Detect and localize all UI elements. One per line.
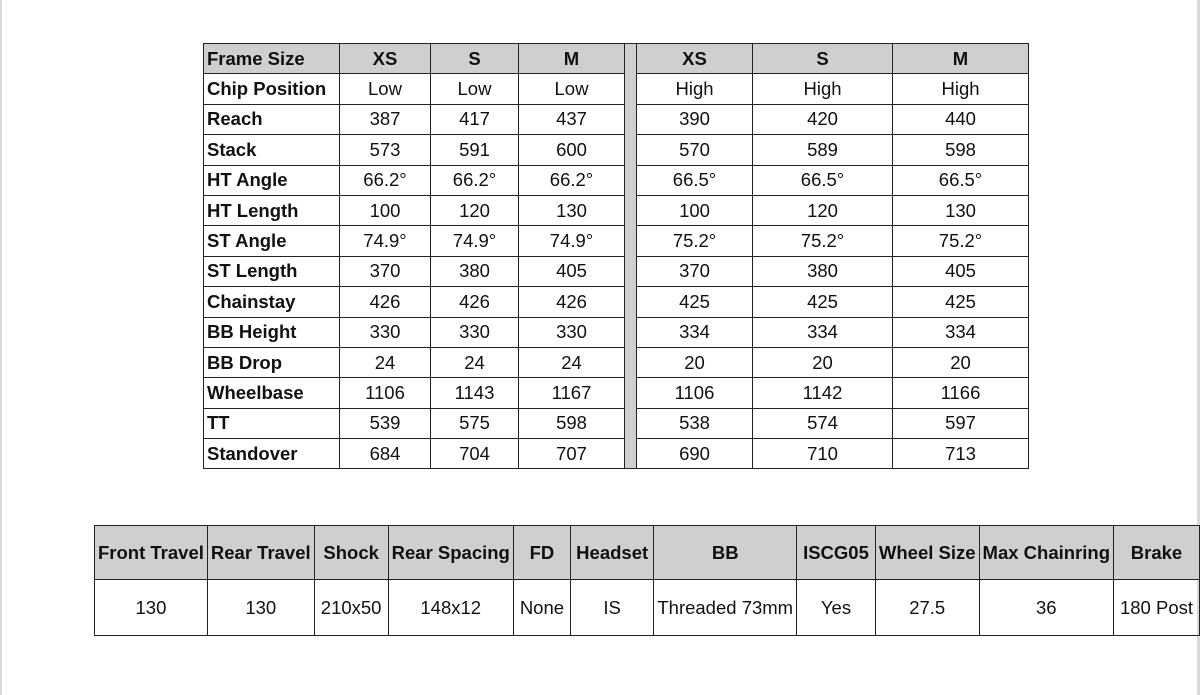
cell: 573 [340, 135, 431, 165]
cell: High [753, 74, 893, 104]
cell: 710 [753, 439, 893, 469]
spec-value: 36 [979, 580, 1113, 636]
cell: High [637, 74, 753, 104]
row-label: ST Angle [204, 226, 340, 256]
spec-value: None [513, 580, 570, 636]
cell: 100 [340, 195, 431, 225]
cell: Low [431, 74, 519, 104]
table-row [204, 226, 1029, 256]
cell: 380 [431, 256, 519, 286]
cell: 591 [431, 135, 519, 165]
cell: 707 [519, 439, 625, 469]
table-row [204, 195, 1029, 225]
size-xs-high: XS [637, 44, 753, 74]
size-xs-low: XS [340, 44, 431, 74]
cell: 330 [431, 317, 519, 347]
cell: 405 [893, 256, 1029, 286]
cell: 74.9° [340, 226, 431, 256]
cell: 130 [519, 195, 625, 225]
table-row [204, 317, 1029, 347]
cell: 425 [893, 287, 1029, 317]
spec-header: Max Chainring [979, 526, 1113, 580]
cell: 426 [519, 287, 625, 317]
spec-value: 130 [95, 580, 208, 636]
cell: 437 [519, 104, 625, 134]
cell: 66.2° [340, 165, 431, 195]
cell: 425 [753, 287, 893, 317]
cell: 75.2° [637, 226, 753, 256]
row-label: BB Height [204, 317, 340, 347]
row-label: TT [204, 408, 340, 438]
cell: 600 [519, 135, 625, 165]
cell: 589 [753, 135, 893, 165]
cell: 20 [893, 347, 1029, 377]
cell: 426 [431, 287, 519, 317]
cell: 1167 [519, 378, 625, 408]
spec-header: Headset [570, 526, 653, 580]
cell: 574 [753, 408, 893, 438]
cell: 440 [893, 104, 1029, 134]
cell: 120 [753, 195, 893, 225]
spec-value: Yes [797, 580, 876, 636]
cell: 66.5° [637, 165, 753, 195]
cell: 1142 [753, 378, 893, 408]
size-m-low: M [519, 44, 625, 74]
cell: 598 [893, 135, 1029, 165]
cell: 575 [431, 408, 519, 438]
cell: 74.9° [431, 226, 519, 256]
spec-header: Front Travel [95, 526, 208, 580]
spec-header: ISCG05 [797, 526, 876, 580]
cell: 1106 [637, 378, 753, 408]
cell: 370 [637, 256, 753, 286]
cell: 330 [340, 317, 431, 347]
row-label: BB Drop [204, 347, 340, 377]
spec-header: Rear Spacing [388, 526, 513, 580]
table-row [204, 165, 1029, 195]
cell: 75.2° [753, 226, 893, 256]
size-m-high: M [893, 44, 1029, 74]
cell: 539 [340, 408, 431, 438]
cell: 417 [431, 104, 519, 134]
cell: 598 [519, 408, 625, 438]
spec-header: Rear Travel [207, 526, 314, 580]
table-row [204, 74, 1029, 104]
row-label: HT Length [204, 195, 340, 225]
spec-value-row [95, 580, 1200, 636]
cell: 1106 [340, 378, 431, 408]
cell: 74.9° [519, 226, 625, 256]
row-label: HT Angle [204, 165, 340, 195]
cell: 75.2° [893, 226, 1029, 256]
cell: 334 [753, 317, 893, 347]
cell: Low [340, 74, 431, 104]
cell: 24 [431, 347, 519, 377]
cell: 66.2° [431, 165, 519, 195]
cell: 690 [637, 439, 753, 469]
spec-value: 130 [207, 580, 314, 636]
row-label: Chip Position [204, 74, 340, 104]
geometry-table [203, 43, 1029, 469]
cell: 330 [519, 317, 625, 347]
row-label: ST Length [204, 256, 340, 286]
frame-size-label: Frame Size [204, 44, 340, 74]
cell: 130 [893, 195, 1029, 225]
spec-header: BB [654, 526, 797, 580]
cell: 24 [519, 347, 625, 377]
spec-value: 210x50 [314, 580, 388, 636]
cell: 334 [637, 317, 753, 347]
cell: 20 [637, 347, 753, 377]
row-label: Standover [204, 439, 340, 469]
cell: 66.5° [753, 165, 893, 195]
cell: 538 [637, 408, 753, 438]
page-border-left [0, 0, 2, 695]
spec-header: FD [513, 526, 570, 580]
cell: Low [519, 74, 625, 104]
spec-header-row [95, 526, 1200, 580]
table-row [204, 256, 1029, 286]
size-s-low: S [431, 44, 519, 74]
cell: 570 [637, 135, 753, 165]
cell: 24 [340, 347, 431, 377]
cell: 380 [753, 256, 893, 286]
cell: 20 [753, 347, 893, 377]
spec-header: Brake [1114, 526, 1200, 580]
cell: 100 [637, 195, 753, 225]
row-label: Stack [204, 135, 340, 165]
spec-table [94, 525, 1200, 636]
spec-value: IS [570, 580, 653, 636]
spec-header: Shock [314, 526, 388, 580]
cell: 120 [431, 195, 519, 225]
table-row [204, 439, 1029, 469]
row-label: Reach [204, 104, 340, 134]
cell: 334 [893, 317, 1029, 347]
table-row [204, 287, 1029, 317]
cell: 597 [893, 408, 1029, 438]
frame-size-row [204, 44, 1029, 74]
row-label: Wheelbase [204, 378, 340, 408]
spec-value: 148x12 [388, 580, 513, 636]
cell: 684 [340, 439, 431, 469]
cell: 1166 [893, 378, 1029, 408]
table-row [204, 135, 1029, 165]
cell: 66.2° [519, 165, 625, 195]
cell: 405 [519, 256, 625, 286]
cell: 1143 [431, 378, 519, 408]
cell: 425 [637, 287, 753, 317]
cell: 390 [637, 104, 753, 134]
cell: 426 [340, 287, 431, 317]
table-row [204, 408, 1029, 438]
cell: 713 [893, 439, 1029, 469]
size-s-high: S [753, 44, 893, 74]
spec-value: Threaded 73mm [654, 580, 797, 636]
table-row [204, 378, 1029, 408]
cell: 420 [753, 104, 893, 134]
spec-value: 180 Post [1114, 580, 1200, 636]
cell: 387 [340, 104, 431, 134]
cell: High [893, 74, 1029, 104]
chip-position-divider [625, 44, 637, 469]
row-label: Chainstay [204, 287, 340, 317]
cell: 704 [431, 439, 519, 469]
cell: 370 [340, 256, 431, 286]
cell: 66.5° [893, 165, 1029, 195]
spec-header: Wheel Size [875, 526, 979, 580]
table-row [204, 347, 1029, 377]
table-row [204, 104, 1029, 134]
spec-value: 27.5 [875, 580, 979, 636]
